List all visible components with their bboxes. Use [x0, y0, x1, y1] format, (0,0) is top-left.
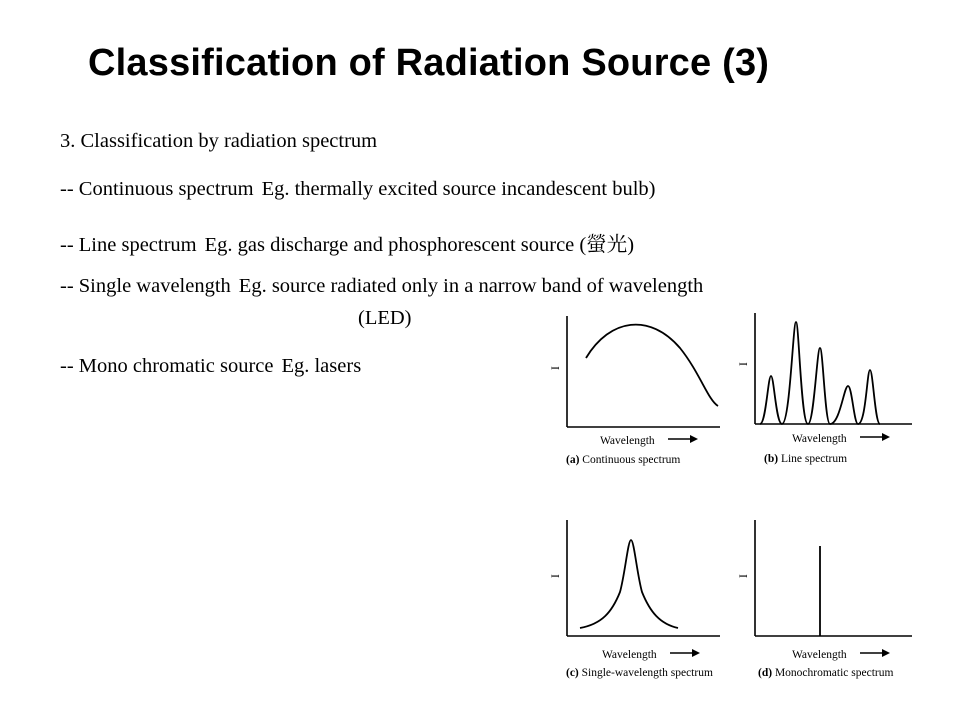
caption-d: (d) Monochromatic spectrum	[758, 667, 894, 679]
figure-panel-mono	[730, 512, 920, 684]
continuous-example: Eg. thermally excited source incandescent bulb)	[261, 178, 656, 200]
text-single-led: (LED)	[358, 307, 412, 329]
arrow-head-icon	[692, 649, 700, 657]
single-wavelength-curve	[580, 540, 678, 628]
mono-example: Eg. lasers	[281, 355, 362, 377]
arrow-head-icon	[882, 433, 890, 441]
text-mono	[60, 355, 361, 378]
line-type: -- Line spectrum	[60, 234, 197, 256]
y-axis-label: I	[738, 362, 750, 366]
arrow-head-icon	[882, 649, 890, 657]
x-axis-label: Wavelength	[792, 433, 847, 445]
figure-panel-single	[540, 512, 730, 684]
caption-c: (c) Single-wavelength spectrum	[566, 667, 713, 679]
text-heading: 3. Classification by radiation spectrum	[60, 130, 378, 152]
y-axis-label: I	[550, 574, 562, 578]
text-continuous	[60, 178, 656, 201]
continuous-curve	[586, 325, 718, 406]
caption-a: (a) Continuous spectrum	[566, 454, 681, 466]
arrow-head-icon	[690, 435, 698, 443]
y-axis-label: I	[738, 574, 750, 578]
text-line	[60, 227, 634, 257]
line-example: Eg. gas discharge and phosphorescent source (螢光)	[204, 234, 635, 256]
single-type: -- Single wavelength	[60, 275, 231, 297]
caption-b: (b) Line spectrum	[764, 453, 848, 465]
figure-panel-line	[730, 308, 915, 473]
x-axis-label: Wavelength	[600, 435, 655, 447]
x-axis-label: Wavelength	[602, 649, 657, 661]
single-example: Eg. source radiated only in a narrow band of wavelength	[238, 275, 704, 297]
text-single	[60, 275, 703, 298]
continuous-type: -- Continuous spectrum	[60, 178, 254, 200]
x-axis-label: Wavelength	[792, 649, 847, 661]
line-spectrum-curve	[760, 322, 880, 424]
y-axis-label: I	[550, 366, 562, 370]
mono-type: -- Mono chromatic source	[60, 355, 274, 377]
slide-title: Classification of Radiation Source (3)	[88, 42, 770, 84]
figure-panel-continuous	[540, 308, 725, 473]
